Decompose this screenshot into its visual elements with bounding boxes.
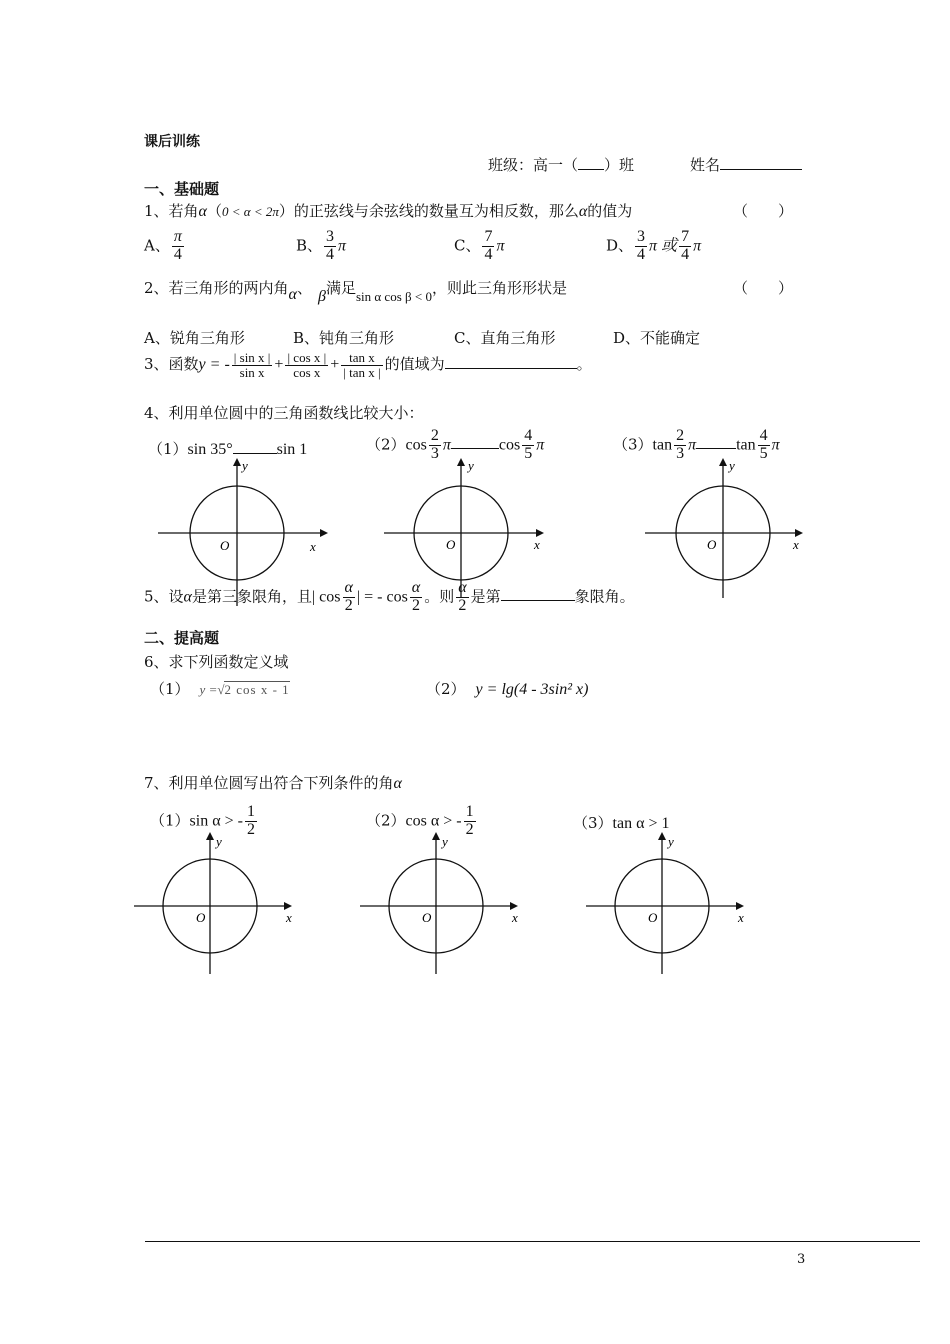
fraction: $\frac{\text{| sin x |}}{\text{sin x}}$ bbox=[233, 350, 271, 380]
question-5: 5、设α是第三象限角，且| cos $\frac{\alpha}{2}$ | = - cos $\frac{\alpha}{2}$ 。则 $\frac{\alpha}{2}$ 是第 象限角。 bbox=[144, 579, 635, 614]
q2-option-a: A、锐角三角形 bbox=[144, 329, 245, 347]
fraction: $\frac{1}{2}$ bbox=[246, 803, 255, 838]
class-close: ）班 bbox=[604, 156, 635, 174]
fraction: $\frac{7}{4}$ bbox=[484, 228, 493, 263]
class-label: 班级：高一（ bbox=[488, 156, 579, 174]
footer-rule bbox=[145, 1241, 920, 1242]
origin-label: O bbox=[707, 537, 717, 552]
x-axis-label: x bbox=[286, 910, 292, 925]
question-2 bbox=[144, 277, 567, 305]
origin-label: O bbox=[446, 537, 456, 552]
q4-blank-3[interactable] bbox=[696, 448, 736, 449]
origin-label: O bbox=[648, 910, 658, 925]
fraction: $\frac{2}{3}$ bbox=[430, 427, 439, 462]
q1-alpha: α bbox=[198, 203, 207, 220]
y-axis-label: y bbox=[216, 834, 222, 849]
q1-option-d: D、 $\frac{3}{4}$ π 或 $\frac{7}{4}$ π bbox=[606, 228, 702, 263]
fraction: $\frac{\text{tan x}}{\text{| tan x |}}$ bbox=[343, 350, 381, 380]
q7-part-1: （1）sin α > - $\frac{1}{2}$ bbox=[150, 803, 255, 838]
q7-part-3: （3）tan α > 1 bbox=[573, 814, 670, 832]
unit-circle-6 bbox=[586, 832, 756, 977]
q1-condition: 0 < α < 2π bbox=[221, 204, 279, 219]
q3-blank[interactable] bbox=[445, 368, 577, 369]
q4-part-2: （2）cos $\frac{2}{3}$ π cos $\frac{4}{5}$ π bbox=[366, 427, 545, 462]
question-6: 6、求下列函数定义域 bbox=[144, 653, 289, 671]
page-number: 3 bbox=[797, 1252, 806, 1267]
option-label: A、 bbox=[144, 236, 170, 255]
q7-part-2: （2）cos α > - $\frac{1}{2}$ bbox=[366, 803, 474, 838]
fraction: $\frac{7}{4}$ bbox=[681, 228, 690, 263]
fraction: $\frac{\alpha}{2}$ bbox=[344, 579, 353, 614]
y-axis-label: y bbox=[729, 458, 735, 473]
fraction: $\frac{4}{5}$ bbox=[524, 427, 533, 462]
fraction: $\frac{3}{4}$ bbox=[326, 228, 335, 263]
name-label: 姓名 bbox=[690, 156, 721, 174]
q2-sep: 、 bbox=[296, 279, 312, 297]
q2-paren: （ ） bbox=[733, 279, 794, 297]
option-label: D、 bbox=[606, 236, 634, 255]
x-axis-label: x bbox=[512, 910, 518, 925]
unit-circle-3 bbox=[645, 458, 815, 608]
x-axis-label: x bbox=[793, 537, 799, 552]
q2-option-c: C、直角三角形 bbox=[454, 329, 556, 347]
name-field bbox=[690, 154, 802, 175]
origin-label: O bbox=[196, 910, 206, 925]
q2-option-d: D、不能确定 bbox=[613, 329, 701, 347]
q1-text2: 的值为 bbox=[587, 202, 633, 220]
q4-blank-2[interactable] bbox=[451, 448, 499, 449]
class-field bbox=[488, 154, 634, 175]
option-label: B、 bbox=[296, 236, 323, 255]
x-axis-label: x bbox=[310, 539, 316, 554]
q1-prefix: 1、若角 bbox=[144, 202, 199, 220]
q1-option-c: C、 $\frac{7}{4}$ π bbox=[454, 228, 505, 263]
q2-option-b: B、钝角三角形 bbox=[293, 329, 395, 347]
q1-option-b: B、 $\frac{3}{4}$ π bbox=[296, 228, 347, 263]
q1-option-a bbox=[144, 229, 186, 264]
section1-heading: 一、基础题 bbox=[144, 180, 220, 198]
q1-alpha2: α bbox=[578, 203, 588, 220]
x-axis-label: x bbox=[738, 910, 744, 925]
fraction: $\frac{3}{4}$ bbox=[637, 228, 646, 263]
q2-text: 满足 bbox=[325, 279, 356, 297]
question-3: 3、函数y = - $\frac{\text{| sin x |}}{\text{sin x}}$ + $\frac{\text{| cos x |}}{\text{cos x}}$ + $\frac{\text{tan x}}{\text{| tan x |}}$ 的值域为 。 bbox=[144, 350, 592, 380]
q4-part-3: （3）tan $\frac{2}{3}$ π tan $\frac{4}{5}$ π bbox=[613, 427, 780, 462]
q2-beta: β bbox=[317, 288, 326, 305]
q1-paren: （ ） bbox=[733, 202, 794, 220]
question-7: 7、利用单位圆写出符合下列条件的角α bbox=[144, 774, 402, 792]
fraction: $\frac{\text{| cos x |}}{\text{cos x}}$ bbox=[287, 350, 327, 380]
unit-circle-5 bbox=[360, 832, 530, 977]
q6-part-1: （1） y =√2 cos x - 1 bbox=[150, 680, 290, 698]
page-title: 课后训练 bbox=[144, 134, 200, 150]
y-axis-label: y bbox=[442, 834, 448, 849]
fraction: $\frac{4}{5}$ bbox=[759, 427, 768, 462]
fraction: $\frac{1}{2}$ bbox=[465, 803, 474, 838]
origin-label: O bbox=[422, 910, 432, 925]
fraction: $\frac{\alpha}{2}$ bbox=[458, 579, 467, 614]
origin-label: O bbox=[220, 538, 230, 553]
question-4: 4、利用单位圆中的三角函数线比较大小： bbox=[144, 404, 424, 422]
q6-part-2: （2） y = lg(4 - 3sin² x) bbox=[426, 680, 589, 698]
y-axis-label: y bbox=[468, 458, 474, 473]
x-axis-label: x bbox=[534, 537, 540, 552]
y-axis-label: y bbox=[242, 458, 248, 473]
class-blank[interactable] bbox=[578, 169, 604, 170]
q3-prefix: 3、函数 bbox=[144, 355, 199, 374]
q3-y: y = - bbox=[198, 356, 230, 374]
q3-text: 的值域为 bbox=[384, 355, 445, 374]
q2-prefix: 2、若三角形的两内角 bbox=[144, 279, 289, 297]
q1-text: 的正弦线与余弦线的数量互为相反数，那么 bbox=[293, 202, 579, 220]
question-1: 1、若角α（0 < α < 2π）的正弦线与余弦线的数量互为相反数，那么α的值为 bbox=[144, 202, 633, 220]
fraction: $\frac{\pi}{4}$ bbox=[173, 228, 182, 263]
q2-alpha: α bbox=[288, 286, 297, 303]
q2-text2: ，则此三角形形状是 bbox=[431, 279, 567, 297]
fraction: $\frac{2}{3}$ bbox=[676, 427, 685, 462]
option-label: C、 bbox=[454, 236, 481, 255]
fraction: $\frac{\alpha}{2}$ bbox=[411, 579, 421, 614]
y-axis-label: y bbox=[668, 834, 674, 849]
q4-blank-1[interactable] bbox=[233, 453, 277, 454]
q2-condition: sin α cos β < 0 bbox=[355, 289, 432, 304]
q5-blank[interactable] bbox=[501, 600, 575, 601]
q4-part-1: （1）sin 35° sin 1 bbox=[148, 440, 308, 458]
name-blank[interactable] bbox=[720, 169, 802, 170]
section2-heading: 二、提高题 bbox=[144, 629, 220, 647]
unit-circle-4 bbox=[134, 832, 304, 977]
